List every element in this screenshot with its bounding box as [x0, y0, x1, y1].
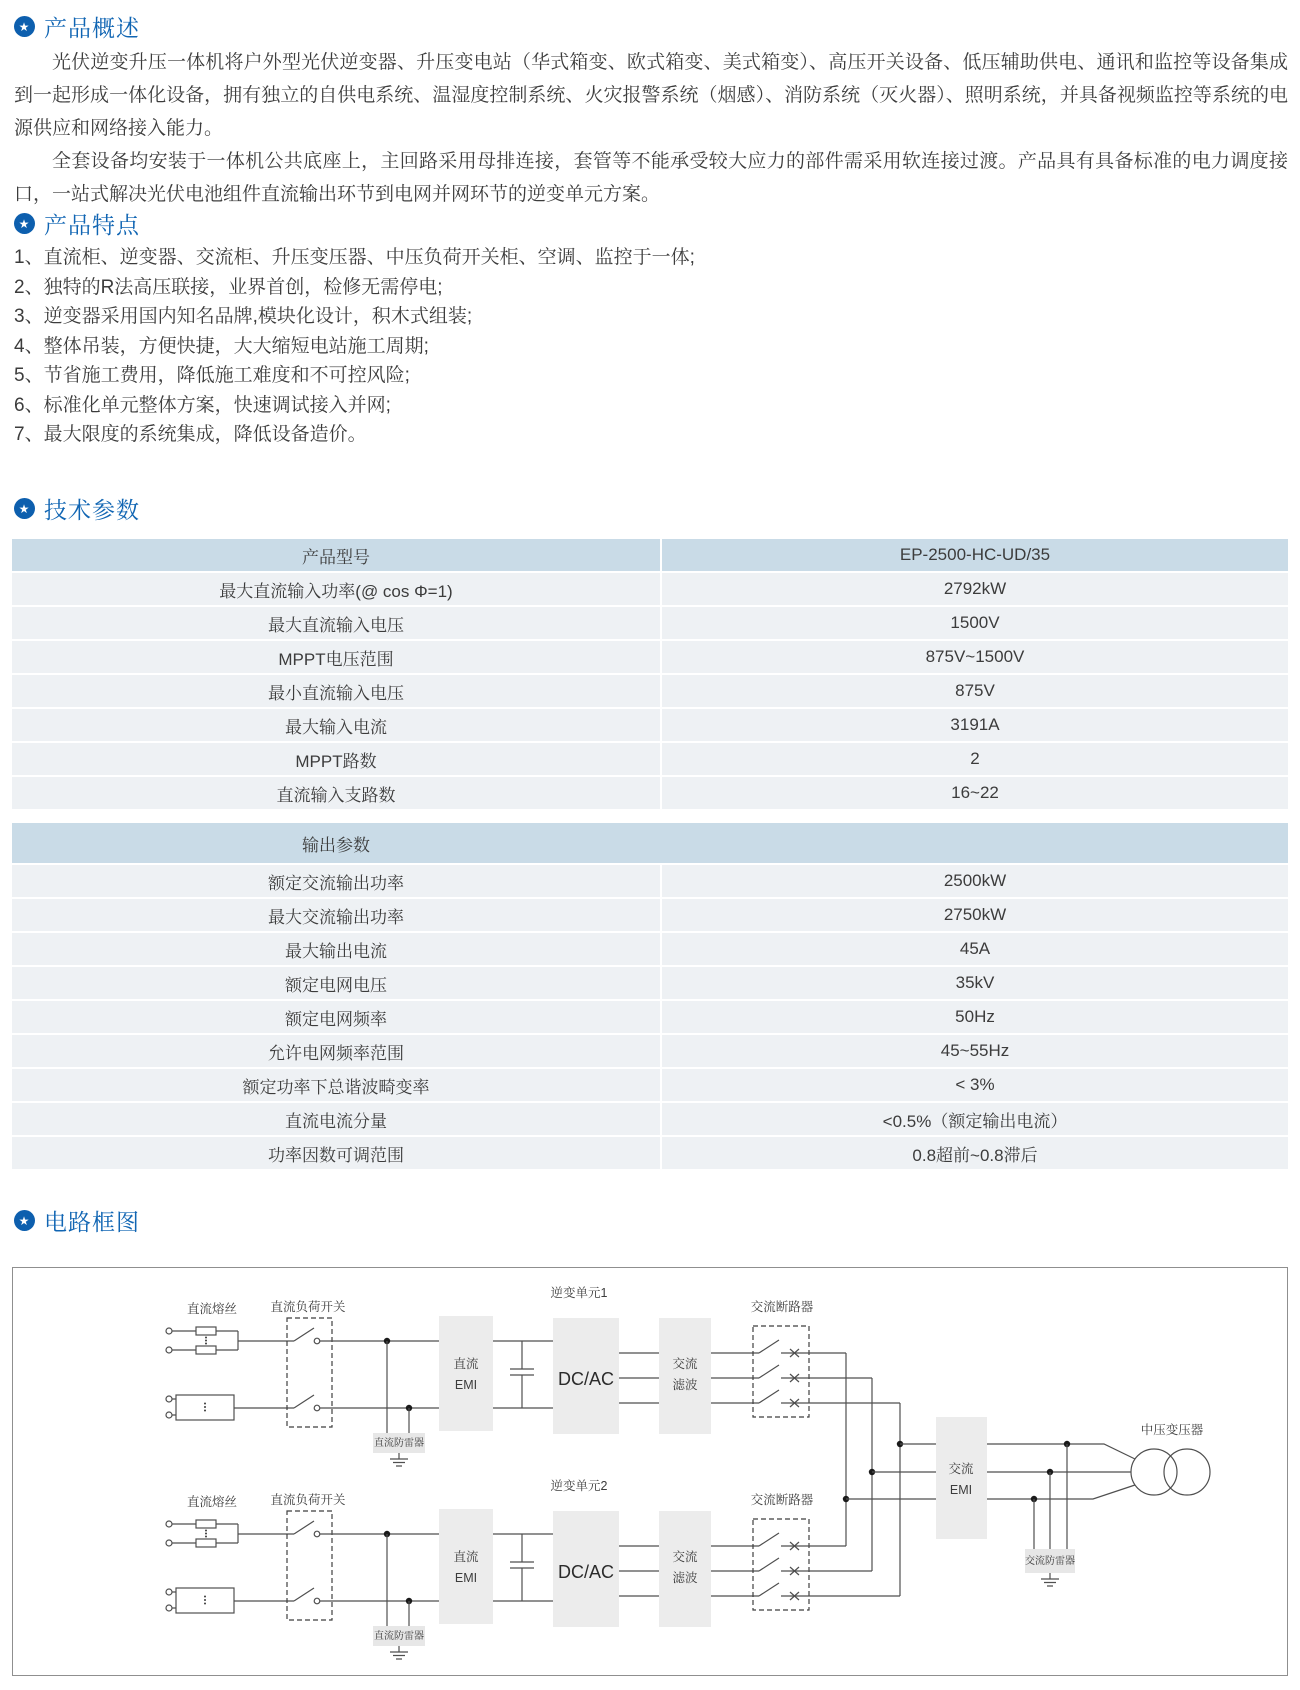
circuit-block-diagram	[12, 1267, 1288, 1676]
section-bullet-icon: ★	[14, 498, 35, 519]
inverter-unit-1-branch	[166, 1285, 900, 1466]
dcac-label: DC/AC	[557, 1369, 615, 1389]
specs-title: 技术参数	[44, 497, 140, 523]
dcac-inverter-block	[553, 1511, 619, 1627]
spec-param: 最大输入电流	[12, 709, 662, 741]
table-row	[12, 743, 1288, 777]
spec-table-output	[12, 823, 1288, 1171]
overview-paragraph-1: 光伏逆变升压一体机将户外型光伏逆变器、升压变电站（华式箱变、欧式箱变、美式箱变）、高压开关设备、低压辅助供电、通讯和监控等设备集成到一起形成一体化设备，拥有独立的自供电系统、温湿度控制系统、火灾报警系统（烟感）、消防系统（灭火器）、照明系统，并具备视频监控等系统的电源供应和网络接入能力。	[14, 52, 1288, 139]
spec-param: 直流输入支路数	[12, 777, 662, 809]
table-row	[12, 675, 1288, 709]
dc-fuse-symbol	[166, 1327, 294, 1354]
dc-emi-label: 直流	[453, 1357, 479, 1371]
table-row	[12, 607, 1288, 641]
spec-value: 45~55Hz	[940, 1041, 1010, 1060]
dc-load-switch-symbol	[287, 1511, 439, 1620]
feature-item: 7、最大限度的系统集成，降低设备造价。	[14, 424, 367, 445]
dc-spd-label: 直流防雷器	[374, 1631, 424, 1642]
spec-param: 额定交流输出功率	[12, 865, 662, 897]
spec-value: 3191A	[950, 715, 1000, 734]
spec-value: <0.5%（额定输出电流）	[882, 1111, 1068, 1131]
circuit-svg	[13, 1268, 1287, 1675]
table-row	[12, 1001, 1288, 1035]
table-row	[12, 865, 1288, 899]
spec-table-input	[12, 539, 1288, 811]
table-row	[12, 899, 1288, 933]
spec-param: 产品型号	[12, 539, 662, 571]
table-header-row	[12, 823, 1288, 865]
spec-param: 允许电网频率范围	[12, 1035, 662, 1067]
spec-value	[660, 823, 1288, 863]
spec-value: 875V~1500V	[925, 647, 1025, 666]
ac-breaker-label: 交流断路器	[750, 1493, 814, 1507]
feature-item: 4、整体吊装，方便快捷，大大缩短电站施工周期;	[14, 335, 429, 357]
spec-param: 直流电流分量	[12, 1103, 662, 1135]
dc-spd-label: 直流防雷器	[374, 1438, 424, 1449]
overview-title: 产品概述	[44, 15, 140, 41]
dc-emi-label: EMI	[454, 1571, 478, 1585]
spec-param: 额定电网频率	[12, 1001, 662, 1033]
mv-transformer-label: 中压变压器	[1140, 1423, 1204, 1437]
spec-param: 最大直流输入功率(@ cos Φ=1)	[12, 573, 662, 605]
dc-surge-protector	[373, 1531, 425, 1659]
dc-fuse-label: 直流熔丝	[186, 1302, 238, 1316]
spec-value: 35kV	[955, 973, 995, 992]
features-list	[14, 243, 1288, 450]
mv-transformer-symbol	[1131, 1422, 1210, 1495]
dc-emi-block	[439, 1509, 493, 1624]
table-row	[12, 1103, 1288, 1137]
ac-filter-block	[619, 1511, 711, 1627]
spec-value: < 3%	[955, 1075, 995, 1094]
circuit-heading	[14, 1204, 140, 1237]
dc-load-switch-label: 直流负荷开关	[270, 1300, 346, 1314]
table-row	[12, 573, 1288, 607]
feature-item: 2、独特的R法高压联接，业界首创，检修无需停电;	[14, 276, 443, 298]
table-row	[12, 709, 1288, 743]
ac-output-lines	[987, 1441, 1135, 1549]
ac-emi-label: 交流	[948, 1462, 974, 1476]
features-title: 产品特点	[44, 212, 140, 238]
ac-filter-block	[619, 1318, 711, 1434]
spec-value: 16~22	[951, 783, 999, 802]
spec-param: MPPT电压范围	[12, 641, 662, 673]
dc-load-switch-label: 直流负荷开关	[270, 1493, 346, 1507]
inverter-unit2-label: 逆变单元2	[550, 1479, 608, 1493]
spec-param: 额定电网电压	[12, 967, 662, 999]
spec-param: MPPT路数	[12, 743, 662, 775]
spec-value: 875V	[955, 681, 995, 700]
ac-bus-lines	[843, 1353, 936, 1596]
spec-value: 45A	[959, 939, 991, 958]
ac-filter-label: 滤波	[672, 1571, 698, 1585]
dc-string-bundle-symbol	[166, 1395, 294, 1420]
dc-emi-label: 直流	[453, 1550, 479, 1564]
circuit-title: 电路框图	[44, 1209, 140, 1235]
ac-filter-label: 交流	[672, 1357, 698, 1371]
spec-param: 额定功率下总谐波畸变率	[12, 1069, 662, 1101]
ac-filter-label: 滤波	[672, 1378, 698, 1392]
table-header-row	[12, 539, 1288, 573]
spec-value: 2792kW	[943, 579, 1007, 598]
spec-param: 最大输出电流	[12, 933, 662, 965]
dcac-inverter-block	[553, 1318, 619, 1434]
inverter-unit1-label: 逆变单元1	[550, 1286, 608, 1300]
overview-paragraph-2: 全套设备均安装于一体机公共底座上，主回路采用母排连接，套管等不能承受较大应力的部件需采用软连接过渡。产品具有具备标准的电力调度接口，一站式解决光伏电池组件直流输出环节到电网并网环节的逆变单元方案。	[14, 151, 1288, 205]
dc-surge-protector	[373, 1338, 425, 1466]
spec-param: 最小直流输入电压	[12, 675, 662, 707]
table-row	[12, 933, 1288, 967]
ac-emi-block	[936, 1417, 987, 1539]
ac-breaker-label: 交流断路器	[750, 1300, 814, 1314]
table-row	[12, 641, 1288, 675]
ac-spd-label: 交流防雷器	[1025, 1556, 1075, 1567]
spec-value: 1500V	[950, 613, 1000, 632]
table-row	[12, 1035, 1288, 1069]
ac-surge-protector	[1025, 1549, 1075, 1586]
table-row	[12, 777, 1288, 811]
spec-group-title: 输出参数	[302, 835, 370, 855]
table-row	[12, 1069, 1288, 1103]
ground-icon	[390, 1453, 408, 1466]
spec-value: 0.8超前~0.8滞后	[912, 1145, 1038, 1165]
dc-link-capacitor	[493, 1534, 553, 1601]
spec-value: EP-2500-HC-UD/35	[899, 545, 1051, 564]
table-row	[12, 1137, 1288, 1171]
feature-item: 6、标准化单元整体方案，快速调试接入并网;	[14, 394, 391, 416]
spec-param: 最大交流输出功率	[12, 899, 662, 931]
ac-emi-label: EMI	[949, 1483, 973, 1497]
section-bullet-icon: ★	[14, 1210, 35, 1231]
spec-value: 2500kW	[943, 871, 1007, 890]
spec-param: 最大直流输入电压	[12, 607, 662, 639]
table-row	[12, 967, 1288, 1001]
dc-fuse-symbol	[166, 1520, 294, 1547]
dc-emi-label: EMI	[454, 1378, 478, 1392]
section-bullet-icon: ★	[14, 213, 35, 234]
spec-param: 功率因数可调范围	[12, 1137, 662, 1169]
features-heading	[14, 207, 140, 240]
ground-icon	[1041, 1573, 1059, 1586]
feature-item: 5、节省施工费用，降低施工难度和不可控风险;	[14, 365, 410, 386]
feature-item: 3、逆变器采用国内知名品牌,模块化设计，积木式组装;	[14, 306, 473, 327]
specs-heading	[14, 492, 140, 525]
dc-load-switch-symbol	[287, 1318, 439, 1427]
ac-filter-label: 交流	[672, 1550, 698, 1564]
spec-value: 2	[970, 749, 980, 768]
dc-emi-block	[439, 1316, 493, 1431]
dc-fuse-label: 直流熔丝	[186, 1495, 238, 1509]
dc-string-bundle-symbol	[166, 1588, 294, 1613]
ground-icon	[390, 1646, 408, 1659]
feature-item: 1、直流柜、逆变器、交流柜、升压变压器、中压负荷开关柜、空调、监控于一体;	[14, 247, 695, 268]
overview-heading	[14, 10, 140, 43]
section-bullet-icon: ★	[14, 16, 35, 37]
inverter-unit-2-branch	[166, 1478, 900, 1659]
spec-value: 50Hz	[955, 1007, 995, 1026]
spec-value: 2750kW	[943, 905, 1007, 924]
dc-link-capacitor	[493, 1341, 553, 1408]
dcac-label: DC/AC	[557, 1562, 615, 1582]
